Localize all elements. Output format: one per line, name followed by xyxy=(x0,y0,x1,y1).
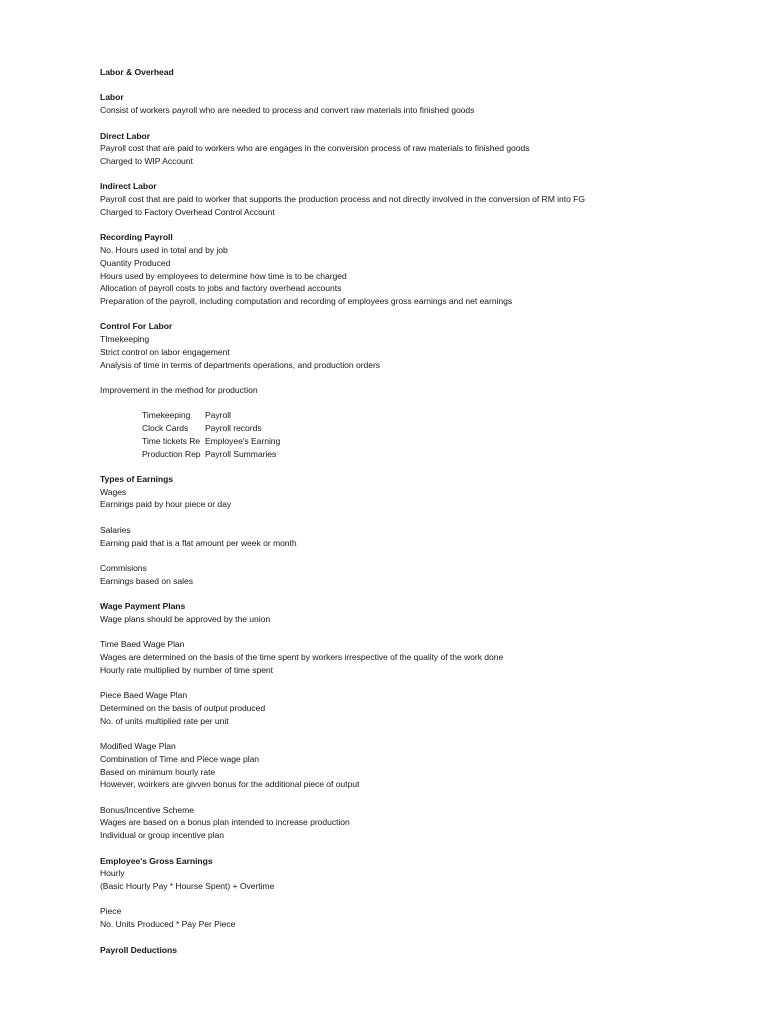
text-line: Modified Wage Plan xyxy=(100,741,176,752)
table-row xyxy=(100,435,740,448)
table-row xyxy=(100,409,740,422)
section-heading: Types of Earnings xyxy=(100,474,174,484)
text-line: Payroll cost that are paid to workers who are engages in the conversion process of raw materials to finished goods xyxy=(100,143,530,154)
text-line: Combination of Time and Piece wage plan xyxy=(100,753,260,764)
text-line: No. Hours used in total and by job xyxy=(100,245,228,256)
blank-line xyxy=(100,626,740,639)
blank-line xyxy=(100,308,740,321)
section-heading: Wage Payment Plans xyxy=(100,601,186,612)
blank-line xyxy=(100,460,740,473)
blank-line xyxy=(100,842,740,855)
blank-line xyxy=(100,371,740,384)
text-line: Charged to WIP Account xyxy=(100,156,193,167)
table-cell-left: Time tickets Re xyxy=(142,435,201,446)
table-cell-left: Production Rep xyxy=(142,448,201,459)
text-line: Individual or group incentive plan xyxy=(100,830,224,841)
text-line: Payroll cost that are paid to worker that supports the production process and not directly involved in the conversion of RM into FG xyxy=(100,194,585,205)
text-line: Wages xyxy=(100,486,127,497)
section-heading: Labor & Overhead xyxy=(100,67,174,77)
text-line: Salaries xyxy=(100,524,131,535)
blank-line xyxy=(100,931,740,944)
blank-line xyxy=(100,727,740,740)
table-cell-left: Clock Cards xyxy=(142,423,189,434)
blank-line xyxy=(100,791,740,804)
section-heading: Labor xyxy=(100,92,124,103)
text-line: Wage plans should be approved by the union xyxy=(100,613,271,624)
text-line: Piece Baed Wage Plan xyxy=(100,690,188,701)
document-body xyxy=(100,66,740,956)
text-line: Charged to Factory Overhead Control Account xyxy=(100,206,275,217)
section-heading: Control For Labor xyxy=(100,321,173,332)
blank-line xyxy=(100,397,740,410)
section-heading: Employee's Gross Earnings xyxy=(100,855,213,866)
text-line: Bonus/Incentive Scheme xyxy=(100,804,194,815)
text-line: Analysis of time in terms of departments operations, and production orders xyxy=(100,359,381,370)
text-line: Earnings paid by hour piece or day xyxy=(100,499,232,510)
text-line: Hourly xyxy=(100,868,125,879)
table-cell-right: Payroll records xyxy=(205,423,262,434)
blank-line xyxy=(100,117,740,130)
section-heading: Indirect Labor xyxy=(100,181,157,192)
blank-line xyxy=(100,893,740,906)
table-cell-right: Employee's Earning xyxy=(205,435,281,446)
text-line: (Basic Hourly Pay * Hourse Spent) + Overtime xyxy=(100,881,275,891)
text-line: Allocation of payroll costs to jobs and factory overhead accounts xyxy=(100,283,342,294)
blank-line xyxy=(100,677,740,690)
table-row xyxy=(100,422,740,435)
table-cell-left: Timekeeping xyxy=(142,410,191,421)
table-row xyxy=(100,448,740,461)
blank-line xyxy=(100,587,740,600)
text-line: Consist of workers payroll who are needed to process and convert raw materials into finished goods xyxy=(100,105,475,116)
text-line: Quantity Produced xyxy=(100,257,171,268)
text-line: No. Units Produced * Pay Per Piece xyxy=(100,919,236,930)
blank-line xyxy=(100,219,740,232)
text-line: Hours used by employees to determine how time is to be charged xyxy=(100,270,347,281)
text-line: TImekeeping xyxy=(100,334,150,345)
text-line: Hourly rate multiplied by number of time spent xyxy=(100,664,273,675)
text-line: Based on minimum hourly rate xyxy=(100,766,216,777)
blank-line xyxy=(100,79,740,92)
section-heading: Recording Payroll xyxy=(100,232,173,243)
text-line: Earnings based on sales xyxy=(100,575,193,586)
text-line: No. of units multiplied rate per unit xyxy=(100,715,229,726)
blank-line xyxy=(100,168,740,181)
text-line: Piece xyxy=(100,906,122,917)
text-line: Wages are based on a bonus plan intended to increase production xyxy=(100,817,350,828)
blank-line xyxy=(100,511,740,524)
table-cell-right: Payroll xyxy=(205,410,231,421)
text-line: Preparation of the payroll, including computation and recording of employees gross earnings and net earnings xyxy=(100,295,513,306)
text-line: Time Baed Wage Plan xyxy=(100,639,185,650)
text-line: Improvement in the method for production xyxy=(100,384,258,395)
text-line: Wages are determined on the basis of the time spent by workers irrespective of the quality of the work done xyxy=(100,652,504,663)
text-line: However, woirkers are givven bonus for the additional piece of output xyxy=(100,779,360,790)
blank-line xyxy=(100,549,740,562)
text-line: Determined on the basis of output produced xyxy=(100,702,266,713)
table-cell-right: Payroll Summaries xyxy=(205,448,277,459)
text-line: Strict control on labor engagement xyxy=(100,346,230,357)
text-line: Earning paid that is a flat amount per week or month xyxy=(100,537,297,548)
section-heading: Payroll Deductions xyxy=(100,944,177,955)
text-line: Commisions xyxy=(100,563,147,574)
section-heading: Direct Labor xyxy=(100,130,151,141)
